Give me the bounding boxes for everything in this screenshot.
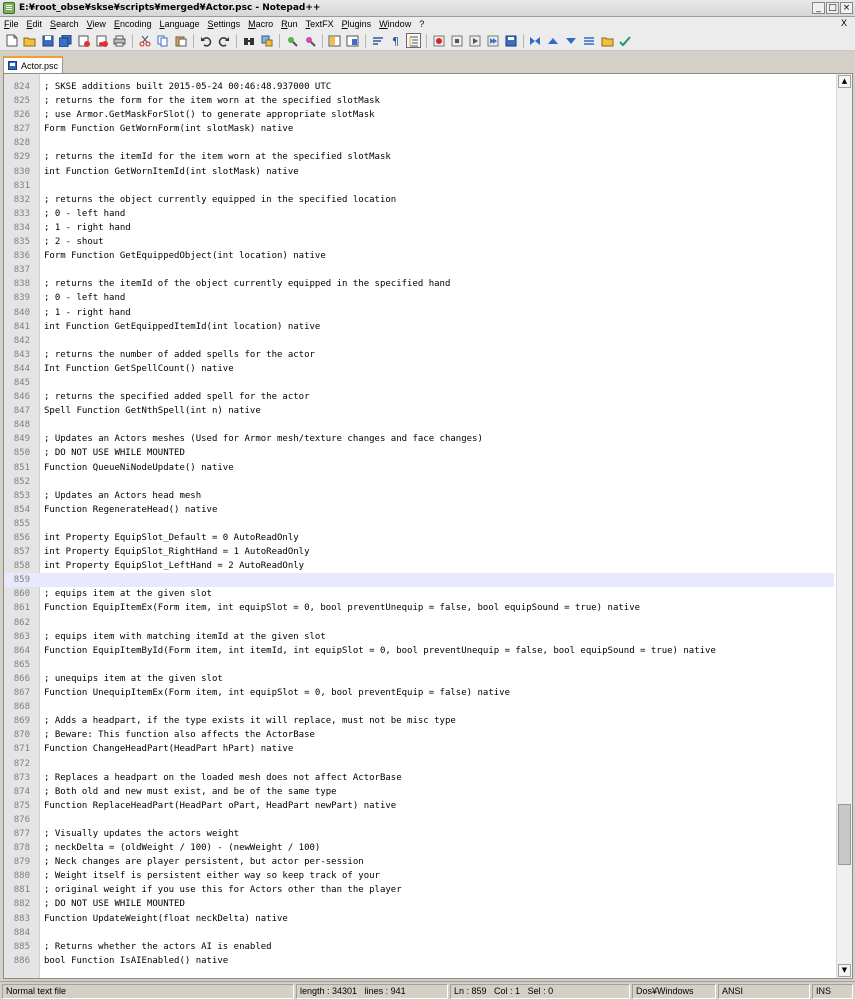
line-text: ; returns the number of added spells for the actor — [44, 349, 315, 360]
line-number: 836 — [13, 251, 30, 262]
title-bar — [0, 0, 855, 17]
paste-icon[interactable] — [173, 33, 188, 48]
code-line[interactable] — [4, 376, 834, 390]
code-line[interactable] — [4, 122, 834, 136]
code-line[interactable] — [4, 306, 834, 320]
menu-search[interactable]: Search — [50, 19, 79, 29]
code-line[interactable] — [4, 658, 834, 672]
code-line[interactable] — [4, 418, 834, 432]
line-number: 866 — [13, 673, 30, 684]
line-number: 880 — [13, 871, 30, 882]
copy-icon[interactable] — [155, 33, 170, 48]
code-line[interactable] — [4, 108, 834, 122]
line-number: 863 — [13, 631, 30, 642]
line-number: 837 — [13, 265, 30, 276]
collapse-icon[interactable] — [528, 33, 543, 48]
line-number: 851 — [13, 462, 30, 473]
line-text: ; original weight if you use this for Actors other than the player — [44, 885, 402, 896]
line-text: ; Beware: This function also affects the ActorBase — [44, 730, 315, 741]
code-line[interactable] — [4, 742, 834, 756]
line-text: ; Neck changes are player persistent, but actor per-session — [44, 857, 364, 868]
line-text: ; 1 - right hand — [44, 222, 131, 233]
line-number: 826 — [13, 110, 30, 121]
code-line[interactable] — [4, 94, 834, 108]
toolbar-separator — [193, 34, 194, 48]
code-line[interactable] — [4, 277, 834, 291]
line-number: 831 — [13, 180, 30, 191]
line-number: 860 — [13, 589, 30, 600]
line-text: Function ReplaceHeadPart(HeadPart oPart, HeadPart newPart) native — [44, 800, 397, 811]
line-number: 854 — [13, 504, 30, 515]
code-line[interactable] — [4, 334, 834, 348]
code-line[interactable] — [4, 897, 834, 911]
line-text: ; DO NOT USE WHILE MOUNTED — [44, 899, 185, 910]
line-text: ; returns the itemId of the object currently equipped in the specified hand — [44, 279, 451, 290]
line-number: 858 — [13, 561, 30, 572]
line-number: 842 — [13, 335, 30, 346]
code-line[interactable] — [4, 136, 834, 150]
status-sel: Sel : 0 — [527, 986, 554, 996]
line-text: Form Function GetEquippedObject(int location) native — [44, 251, 326, 262]
indent-guide-icon[interactable] — [406, 33, 421, 48]
code-line[interactable] — [4, 165, 834, 179]
line-text: ; returns the specified added spell for the actor — [44, 392, 310, 403]
line-text: ; Both old and new must exist, and be of the same type — [44, 786, 337, 797]
code-line[interactable] — [4, 249, 834, 263]
code-line[interactable] — [4, 855, 834, 869]
status-file-type: Normal text file — [2, 984, 294, 999]
code-line[interactable] — [4, 517, 834, 531]
line-number: 833 — [13, 208, 30, 219]
sync-horizontal-icon[interactable] — [345, 33, 360, 48]
code-line[interactable] — [4, 700, 834, 714]
menu-encoding[interactable]: Encoding — [113, 19, 152, 29]
scroll-up-arrow-icon[interactable]: ▲ — [838, 75, 851, 88]
code-line[interactable] — [4, 883, 834, 897]
line-number: 872 — [13, 758, 30, 769]
toolbar-separator — [279, 34, 280, 48]
tab-label: Actor.psc — [21, 60, 59, 71]
window-title: E:¥root_obse¥skse¥scripts¥merged¥Actor.psc - Notepad++ — [19, 3, 321, 13]
line-number: 869 — [13, 716, 30, 727]
zoom-out-icon[interactable] — [302, 33, 317, 48]
line-number: 849 — [13, 434, 30, 445]
line-text: ; neckDelta = (oldWeight / 100) - (newWeight / 100) — [44, 843, 321, 854]
play-macro-icon[interactable] — [467, 33, 482, 48]
find-icon[interactable] — [241, 33, 256, 48]
line-text: ; SKSE additions built 2015-05-24 00:46:48.937000 UTC — [44, 82, 332, 92]
code-line[interactable] — [4, 616, 834, 630]
expand-icon[interactable] — [546, 33, 561, 48]
toolbar-separator — [365, 34, 366, 48]
minimize-button[interactable]: _ — [812, 2, 825, 14]
scrollbar-thumb[interactable] — [838, 804, 851, 865]
menu-help[interactable]: ? — [419, 19, 425, 29]
toolbar-separator — [132, 34, 133, 48]
line-number: 847 — [13, 406, 30, 417]
trim-icon[interactable] — [564, 33, 579, 48]
line-text: int Property EquipSlot_RightHand = 1 AutoReadOnly — [44, 547, 310, 558]
line-number: 832 — [13, 194, 30, 205]
open-file-icon[interactable] — [22, 33, 37, 48]
line-text: ; equips item at the given slot — [44, 589, 212, 600]
line-text: int Function GetWornItemId(int slotMask) native — [44, 166, 299, 177]
line-number: 882 — [13, 899, 30, 910]
line-number: 848 — [13, 420, 30, 431]
line-number: 881 — [13, 885, 30, 896]
line-number: 864 — [13, 645, 30, 656]
code-line[interactable] — [4, 841, 834, 855]
code-line[interactable] — [4, 813, 834, 827]
replace-icon[interactable] — [259, 33, 274, 48]
close-all-icon[interactable] — [94, 33, 109, 48]
line-text: Form Function GetWornForm(int slotMask) native — [44, 124, 294, 135]
code-line[interactable] — [4, 503, 834, 517]
zoom-in-icon[interactable] — [284, 33, 299, 48]
line-text: Function QueueNiNodeUpdate() native — [44, 462, 234, 473]
line-text: bool Function IsAIEnabled() native — [44, 955, 229, 966]
menu-run[interactable]: Run — [281, 19, 298, 29]
close-window-button[interactable]: × — [840, 2, 853, 14]
toolbar — [0, 31, 855, 51]
menu-file[interactable]: File — [4, 19, 19, 29]
code-line[interactable] — [4, 80, 834, 94]
status-length-lines — [296, 984, 448, 999]
code-line[interactable] — [4, 601, 834, 615]
line-number: 861 — [13, 603, 30, 614]
line-number: 877 — [13, 828, 30, 839]
line-number: 857 — [13, 547, 30, 558]
code-line[interactable] — [4, 320, 834, 334]
folder-icon[interactable] — [600, 33, 615, 48]
line-number: 874 — [13, 786, 30, 797]
line-text: int Property EquipSlot_Default = 0 AutoReadOnly — [44, 533, 299, 543]
close-icon[interactable] — [76, 33, 91, 48]
line-text: Spell Function GetNthSpell(int n) native — [44, 406, 261, 417]
code-line[interactable] — [4, 263, 834, 277]
code-lines[interactable] — [4, 80, 834, 968]
line-number: 856 — [13, 533, 30, 543]
function-list-icon[interactable] — [582, 33, 597, 48]
line-number: 828 — [13, 138, 30, 149]
line-text: int Property EquipSlot_LeftHand = 2 AutoReadOnly — [44, 561, 305, 572]
code-line[interactable] — [4, 179, 834, 193]
code-line[interactable] — [4, 291, 834, 305]
text-editor[interactable] — [3, 73, 853, 979]
line-number: 883 — [13, 913, 30, 924]
line-text: ; returns the form for the item worn at the specified slotMask — [44, 96, 380, 107]
stop-macro-icon[interactable] — [449, 33, 464, 48]
undo-icon[interactable] — [198, 33, 213, 48]
line-number: 838 — [13, 279, 30, 290]
close-document-button[interactable]: X — [840, 18, 847, 28]
status-ln: Ln : 859 — [454, 986, 487, 996]
status-position — [450, 984, 630, 999]
status-insert-mode: INS — [812, 984, 853, 999]
line-number: 844 — [13, 363, 30, 374]
line-text: Function ChangeHeadPart(HeadPart hPart) native — [44, 744, 294, 755]
line-text: ; equips item with matching itemId at the given slot — [44, 631, 326, 642]
status-length: length : 34301 — [300, 986, 358, 996]
code-line[interactable] — [4, 714, 834, 728]
menu-edit[interactable]: Edit — [26, 19, 43, 29]
status-bar — [0, 981, 855, 1000]
line-number: 827 — [13, 124, 30, 135]
code-line[interactable] — [4, 573, 834, 587]
code-line[interactable] — [4, 446, 834, 460]
line-number: 862 — [13, 617, 30, 628]
save-macro-icon[interactable] — [503, 33, 518, 48]
code-line[interactable] — [4, 545, 834, 559]
line-text: ; 1 - right hand — [44, 307, 131, 318]
code-line[interactable] — [4, 221, 834, 235]
line-number: 853 — [13, 490, 30, 501]
line-number: 867 — [13, 688, 30, 699]
line-text: Function UnequipItemEx(Form item, int equipSlot = 0, bool preventEquip = false) native — [44, 688, 510, 699]
save-all-icon[interactable] — [58, 33, 73, 48]
line-text: ; Returns whether the actors AI is enabled — [44, 941, 272, 952]
code-line[interactable] — [4, 531, 834, 545]
saved-file-icon — [8, 61, 17, 70]
status-encoding: ANSI — [718, 984, 810, 999]
line-number: 834 — [13, 222, 30, 233]
toolbar-separator — [322, 34, 323, 48]
code-line[interactable] — [4, 785, 834, 799]
code-line[interactable] — [4, 362, 834, 376]
status-lines: lines : 941 — [364, 986, 406, 996]
line-text: Int Function GetSpellCount() native — [44, 363, 234, 374]
code-line[interactable] — [4, 912, 834, 926]
line-text: Function EquipItemById(Form item, int itemId, int equipSlot = 0, bool preventUnequip = false, bool equipSound = true) native — [44, 645, 716, 656]
line-number: 879 — [13, 857, 30, 868]
line-number: 835 — [13, 237, 30, 248]
line-number: 878 — [13, 843, 30, 854]
code-line[interactable] — [4, 757, 834, 771]
code-line[interactable] — [4, 644, 834, 658]
notepad-plus-plus-icon — [3, 2, 15, 14]
line-number: 859 — [13, 575, 30, 586]
run-macro-multiple-icon[interactable] — [485, 33, 500, 48]
menu-language[interactable]: Language — [159, 19, 200, 29]
menu-view[interactable]: View — [86, 19, 106, 29]
line-text: ; 0 - left hand — [44, 293, 126, 304]
maximize-button[interactable]: □ — [826, 2, 839, 14]
code-line[interactable] — [4, 869, 834, 883]
code-line[interactable] — [4, 475, 834, 489]
line-number: 870 — [13, 730, 30, 741]
line-text: Function EquipItemEx(Form item, int equipSlot = 0, bool preventUnequip = false, bool equipSound = true) native — [44, 603, 641, 614]
line-number: 852 — [13, 476, 30, 487]
line-number: 871 — [13, 744, 30, 755]
code-line[interactable] — [4, 207, 834, 221]
line-number: 855 — [13, 518, 30, 529]
status-col: Col : 1 — [494, 986, 521, 996]
line-text: int Function GetEquippedItemId(int location) native — [44, 321, 321, 332]
redo-icon[interactable] — [216, 33, 231, 48]
line-number: 846 — [13, 392, 30, 403]
line-number: 830 — [13, 166, 30, 177]
line-number: 841 — [13, 321, 30, 332]
line-number: 875 — [13, 800, 30, 811]
line-number: 868 — [13, 702, 30, 713]
line-text: ; unequips item at the given slot — [44, 673, 223, 684]
code-line[interactable] — [4, 489, 834, 503]
print-icon[interactable] — [112, 33, 127, 48]
word-wrap-icon[interactable] — [370, 33, 385, 48]
code-line[interactable] — [4, 771, 834, 785]
save-icon[interactable] — [40, 33, 55, 48]
line-text: ; returns the object currently equipped in the specified location — [44, 194, 397, 205]
line-text: ; use Armor.GetMaskForSlot() to generate appropriate slotMask — [44, 110, 375, 121]
menu-textfx[interactable]: TextFX — [305, 19, 334, 29]
line-number: 824 — [13, 82, 30, 92]
line-text: ; Visually updates the actors weight — [44, 828, 240, 839]
menu-bar — [0, 17, 855, 31]
line-number: 873 — [13, 772, 30, 783]
line-text: ; Adds a headpart, if the type exists it will replace, must not be misc type — [44, 716, 456, 727]
show-all-chars-icon[interactable] — [388, 33, 403, 48]
line-number: 845 — [13, 377, 30, 388]
scroll-down-arrow-icon[interactable]: ▼ — [838, 964, 851, 977]
svg-text:¶: ¶ — [391, 34, 399, 47]
menu-window[interactable]: Window — [379, 19, 412, 29]
code-line[interactable] — [4, 559, 834, 573]
toolbar-separator — [426, 34, 427, 48]
line-text: ; Updates an Actors head mesh — [44, 490, 202, 501]
code-line[interactable] — [4, 587, 834, 601]
line-text: Function UpdateWeight(float neckDelta) native — [44, 913, 288, 924]
window-controls — [812, 2, 853, 14]
line-number: 839 — [13, 293, 30, 304]
line-number: 876 — [13, 814, 30, 825]
new-file-icon[interactable] — [4, 33, 19, 48]
cut-icon[interactable] — [137, 33, 152, 48]
code-line[interactable] — [4, 235, 834, 249]
code-line[interactable] — [4, 630, 834, 644]
code-line[interactable] — [4, 672, 834, 686]
line-text: ; Updates an Actors meshes (Used for Armor mesh/texture changes and face changes) — [44, 434, 483, 445]
line-text: Function RegenerateHead() native — [44, 504, 218, 515]
line-text: ; returns the itemId for the item worn at the specified slotMask — [44, 152, 391, 163]
line-number: 825 — [13, 96, 30, 107]
line-number: 840 — [13, 307, 30, 318]
line-number: 885 — [13, 941, 30, 952]
line-text: ; Weight itself is persistent either way so keep track of your — [44, 871, 380, 882]
tab-actor-psc[interactable] — [3, 56, 63, 73]
sync-vertical-icon[interactable] — [327, 33, 342, 48]
code-line[interactable] — [4, 390, 834, 404]
code-line[interactable] — [4, 728, 834, 742]
code-line[interactable] — [4, 432, 834, 446]
code-line[interactable] — [4, 348, 834, 362]
line-number: 865 — [13, 659, 30, 670]
line-number: 850 — [13, 448, 30, 459]
vertical-scrollbar[interactable] — [836, 74, 852, 978]
toolbar-separator — [236, 34, 237, 48]
line-text: ; DO NOT USE WHILE MOUNTED — [44, 448, 185, 459]
line-number: 829 — [13, 152, 30, 163]
code-line[interactable] — [4, 193, 834, 207]
code-line[interactable] — [4, 799, 834, 813]
code-line[interactable] — [4, 940, 834, 954]
status-eol-format: Dos¥Windows — [632, 984, 716, 999]
code-line[interactable] — [4, 827, 834, 841]
line-number: 884 — [13, 927, 30, 938]
spell-check-icon[interactable] — [618, 33, 633, 48]
menu-plugins[interactable]: Plugins — [341, 19, 372, 29]
code-line[interactable] — [4, 461, 834, 475]
line-text: ; 2 - shout — [44, 237, 104, 248]
code-line[interactable] — [4, 926, 834, 940]
toolbar-separator — [523, 34, 524, 48]
menu-macro[interactable]: Macro — [248, 19, 274, 29]
code-line[interactable] — [4, 150, 834, 164]
code-line[interactable] — [4, 686, 834, 700]
line-text: ; Replaces a headpart on the loaded mesh does not affect ActorBase — [44, 772, 402, 783]
document-tab-bar — [0, 51, 855, 73]
menu-settings[interactable]: Settings — [207, 19, 241, 29]
line-number: 886 — [13, 955, 30, 966]
line-text: ; 0 - left hand — [44, 208, 126, 219]
code-line[interactable] — [4, 954, 834, 968]
record-macro-icon[interactable] — [431, 33, 446, 48]
line-number: 843 — [13, 349, 30, 360]
code-line[interactable] — [4, 404, 834, 418]
